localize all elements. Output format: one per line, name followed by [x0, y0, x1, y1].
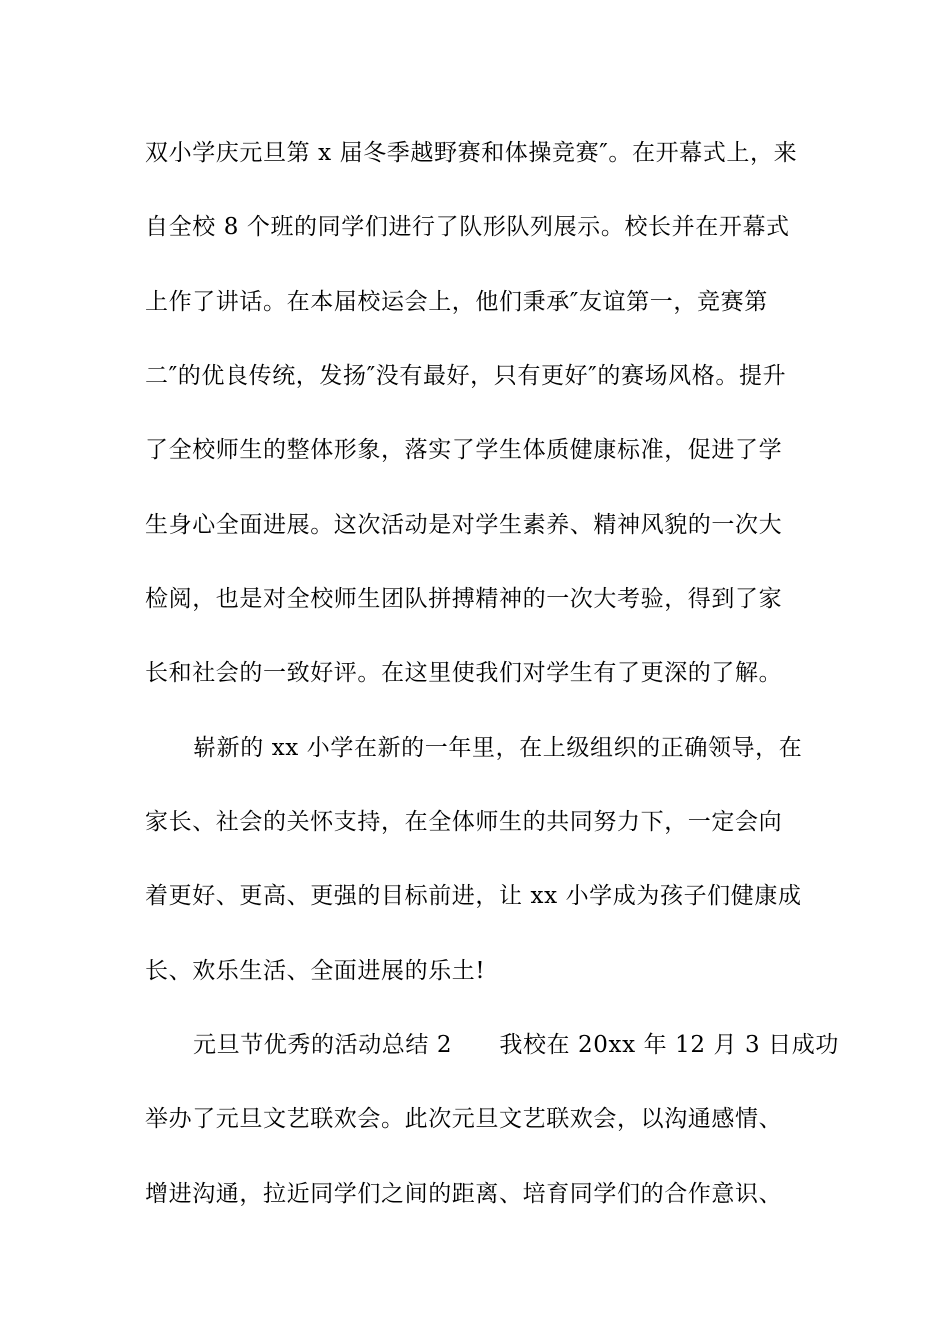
text-line: 长和社会的一致好评。在这里使我们对学生有了更深的了解。 — [145, 660, 783, 686]
text-line: 增进沟通，拉近同学们之间的距离、培育同学们的合作意识、 — [145, 1181, 783, 1207]
text-line: 上作了讲话。在本届校运会上，他们秉承″友谊第一，竞赛第 — [145, 289, 768, 315]
text-line: 着更好、更高、更强的目标前进，让 xx 小学成为孩子们健康成 — [145, 883, 802, 909]
text-line: 生身心全面进展。这次活动是对学生素养、精神风貌的一次大 — [145, 512, 783, 538]
text-line: 自全校 8 个班的同学们进行了队形队列展示。校长并在开幕式 — [145, 214, 790, 240]
paragraph-first-line: 崭新的 xx 小学在新的一年里，在上级组织的正确领导，在 — [193, 735, 803, 761]
section-heading-line: 元旦节优秀的活动总结 2 我校在 20xx 年 12 月 3 日成功 — [193, 1032, 839, 1058]
text-line: 二″的优良传统，发扬″没有最好，只有更好″的赛场风格。提升 — [145, 363, 787, 389]
text-line: 双小学庆元旦第 x 届冬季越野赛和体操竞赛″。在开幕式上，来 — [145, 140, 798, 166]
text-line: 检阅，也是对全校师生团队拼搏精神的一次大考验，得到了家 — [145, 586, 783, 612]
text-line: 长、欢乐生活、全面进展的乐土! — [145, 958, 486, 984]
text-line: 了全校师生的整体形象，落实了学生体质健康标准，促进了学 — [145, 437, 783, 463]
text-line: 家长、社会的关怀支持，在全体师生的共同努力下，一定会向 — [145, 809, 783, 835]
text-line: 举办了元旦文艺联欢会。此次元旦文艺联欢会，以沟通感情、 — [145, 1106, 783, 1132]
